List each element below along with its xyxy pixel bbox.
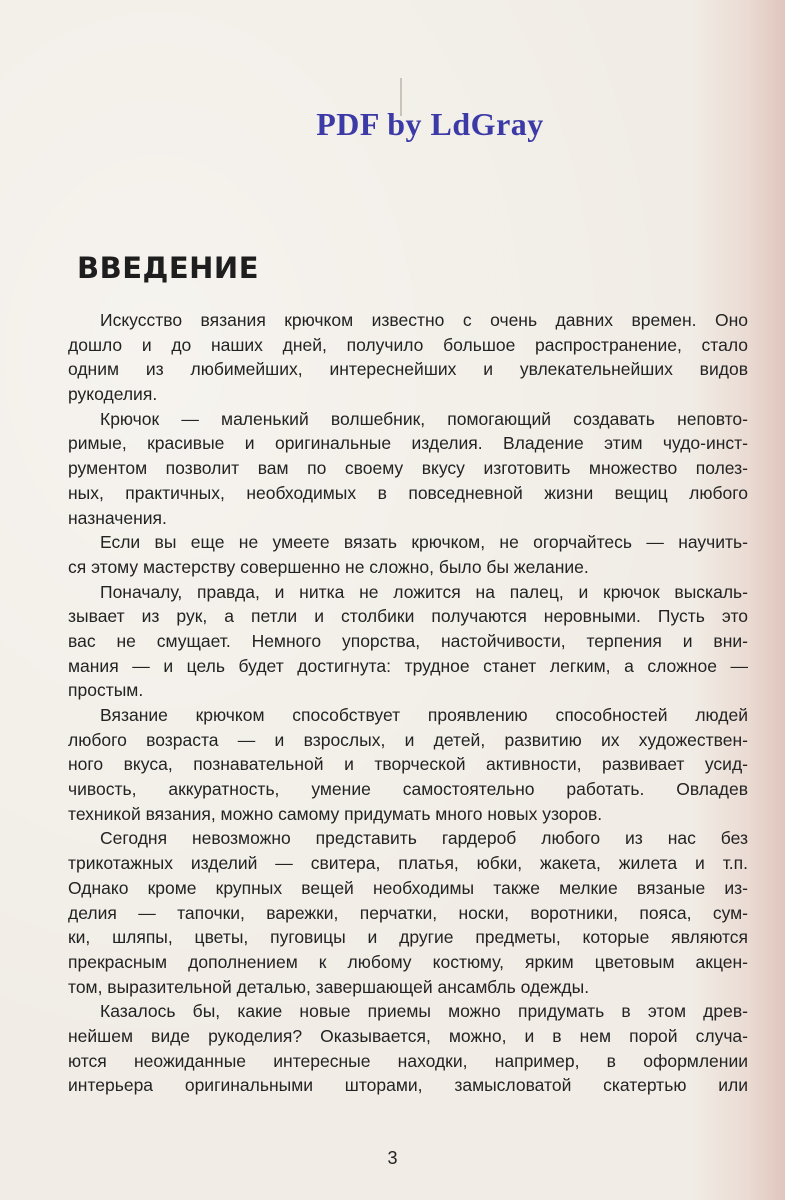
text-line: чивость, аккуратность, умение самостоятельно работать. Овладев: [68, 779, 748, 800]
text-line: мания — и цель будет достигнута: трудное станет легким, а сложное —: [68, 655, 748, 676]
text-line: римые, красивые и оригинальные изделия. Владение этим чудо-инст-: [68, 433, 748, 454]
text-line: делия — тапочки, варежки, перчатки, носки, воротники, пояса, сум-: [68, 902, 748, 923]
text-line: Искусство вязания крючком известно с очень давних времен. Оно: [100, 310, 748, 330]
text-line: любого возраста — и взрослых, и детей, развитию их художествен-: [68, 729, 748, 750]
text-line: Однако кроме крупных вещей необходимы также мелкие вязаные из-: [68, 877, 748, 898]
text-line: вас не смущает. Немного упорства, настойчивости, терпения и вни-: [68, 630, 748, 651]
text-line: интерьера оригинальными шторами, замысловатой скатертью или: [68, 1075, 748, 1096]
text-line: Казалось бы, какие новые приемы можно придумать в этом древ-: [100, 1001, 748, 1022]
text-line: одним из любимейших, интереснейших и увлекательнейших видов: [68, 359, 748, 380]
text-line: Поначалу, правда, и нитка не ложится на палец, и крючок выскаль-: [100, 581, 748, 602]
text-line: ся этому мастерству совершенно не сложно, было бы желание.: [68, 556, 589, 577]
text-line: дошло и до наших дней, получило большое распространение, стало: [68, 334, 748, 355]
text-line: простым.: [68, 680, 144, 701]
text-line: зывает из рук, а петли и столбики получаются неровными. Пусть это: [68, 606, 748, 627]
text-line: рументом позволит вам по своему вкусу изготовить множество полез-: [68, 458, 748, 479]
text-line: прекрасным дополнением к любому костюму, ярким цветовым акцен-: [68, 951, 748, 972]
text-line: Вязание крючком способствует проявлению способностей людей: [100, 705, 748, 725]
text-line: ных, практичных, необходимых в повседневной жизни вещиц любого: [68, 482, 748, 503]
page-number: 3: [387, 1148, 398, 1168]
chapter-heading: ВВЕДЕНИЕ: [77, 251, 260, 285]
text-line: рукоделия.: [68, 384, 158, 405]
text-line: ки, шляпы, цветы, пуговицы и другие предметы, которые являются: [68, 927, 748, 948]
text-line: Сегодня невозможно представить гардероб любого из нас без: [100, 828, 748, 849]
text-line: том, выразительной деталью, завершающей ансамбль одежды.: [68, 976, 590, 997]
text-line: нейшем виде рукоделия? Оказывается, можно, и в нем порой случа-: [68, 1025, 748, 1046]
text-line: Если вы еще не умеете вязать крючком, не огорчайтесь — научить-: [100, 532, 748, 553]
text-line: назначения.: [68, 507, 167, 528]
text-line: ного вкуса, познавательной и творческой активности, развивает усид-: [68, 754, 748, 775]
text-line: Крючок — маленький волшебник, помогающий создавать неповто-: [100, 408, 748, 429]
text-line: техникой вязания, можно самому придумать много новых узоров.: [68, 803, 603, 824]
text-line: ются неожиданные интересные находки, например, в оформлении: [68, 1050, 748, 1071]
body-text: [68, 308, 748, 1098]
text-line: трикотажных изделий — свитера, платья, юбки, жакета, жилета и т.п.: [68, 853, 748, 874]
watermark-text: PDF by LdGray: [316, 106, 544, 142]
